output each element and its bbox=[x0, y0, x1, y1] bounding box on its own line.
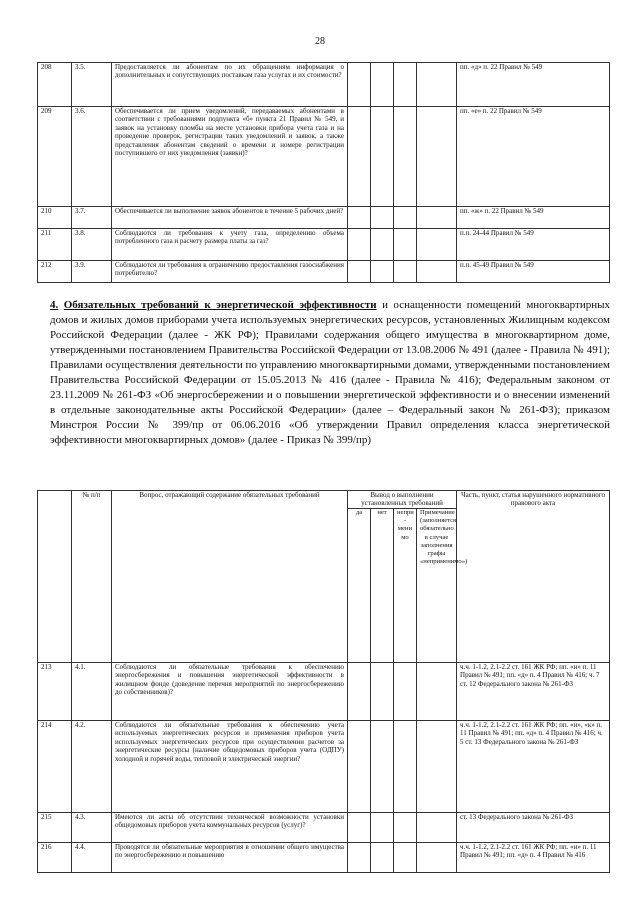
answer-na-cell bbox=[394, 813, 417, 843]
note-cell bbox=[417, 843, 457, 873]
answer-na-cell bbox=[394, 229, 417, 261]
row-question: Предоставляется ли абонентам по их обращениям информация о дополнительных и сопутствующих поставкам газа услугах и их стоимости? bbox=[112, 63, 348, 107]
note-cell bbox=[417, 63, 457, 107]
row-reference: пп. «е» п. 22 Правил № 549 bbox=[457, 107, 610, 207]
row-number: 208 bbox=[38, 63, 72, 107]
answer-yes-cell bbox=[348, 843, 371, 873]
answer-no-cell bbox=[371, 207, 394, 229]
answer-yes-cell bbox=[348, 721, 371, 813]
row-subnumber: 4.3. bbox=[72, 813, 112, 843]
table-row bbox=[38, 63, 610, 107]
row-number: 213 bbox=[38, 663, 72, 721]
table-row bbox=[38, 663, 610, 721]
answer-yes-cell bbox=[348, 813, 371, 843]
header-yes: да bbox=[348, 509, 371, 663]
row-subnumber: 4.1. bbox=[72, 663, 112, 721]
header-question: Вопрос, отражающий содержание обязательных требований bbox=[112, 491, 348, 663]
answer-no-cell bbox=[371, 229, 394, 261]
note-cell bbox=[417, 663, 457, 721]
table-row bbox=[38, 261, 610, 283]
section-number: 4. bbox=[50, 299, 59, 311]
header-note: Примечание (заполняется обязательно в случае заполнения графы «неприменимо») bbox=[417, 509, 457, 663]
gas-supply-checklist-table bbox=[37, 62, 610, 283]
note-cell bbox=[417, 813, 457, 843]
header-empty bbox=[38, 491, 72, 663]
row-question: Соблюдаются ли обязательные требования к обеспечению учета используемых энергетических ресурсов и применения приборов учета используемых энергетических ресурсов при осуществлении расчетов за энергетические ресурсы (наличие общедомовых приборов учета (ОДПУ) холодной и горячей воды, тепловой и электрической энергии? bbox=[112, 721, 348, 813]
answer-no-cell bbox=[371, 813, 394, 843]
answer-no-cell bbox=[371, 63, 394, 107]
note-cell bbox=[417, 107, 457, 207]
header-no: нет bbox=[371, 509, 394, 663]
answer-na-cell bbox=[394, 63, 417, 107]
page-number: 28 bbox=[315, 36, 325, 47]
note-cell bbox=[417, 229, 457, 261]
answer-no-cell bbox=[371, 663, 394, 721]
answer-na-cell bbox=[394, 107, 417, 207]
row-subnumber: 3.8. bbox=[72, 229, 112, 261]
table-row bbox=[38, 107, 610, 207]
row-reference: п.п. 24-44 Правил № 549 bbox=[457, 229, 610, 261]
table-row bbox=[38, 207, 610, 229]
answer-no-cell bbox=[371, 261, 394, 283]
answer-yes-cell bbox=[348, 663, 371, 721]
answer-yes-cell bbox=[348, 207, 371, 229]
answer-na-cell bbox=[394, 843, 417, 873]
row-reference: ст. 13 Федерального закона № 261-ФЗ bbox=[457, 813, 610, 843]
answer-yes-cell bbox=[348, 229, 371, 261]
row-question: Соблюдаются ли требования к учету газа, определению объема потребленного газа и расчету размера платы за газ? bbox=[112, 229, 348, 261]
header-not-applicable: непри - мени мо bbox=[394, 509, 417, 663]
row-question: Соблюдаются ли обязательные требования к обеспечению энергосбережения и повышения энергетической эффективности в жилищном фонде (доведение перечня мероприятий по энергосбережению до собственников)? bbox=[112, 663, 348, 721]
section-title: Обязательных требований к энергетической эффективности bbox=[63, 299, 377, 311]
row-subnumber: 4.2. bbox=[72, 721, 112, 813]
answer-yes-cell bbox=[348, 261, 371, 283]
header-conclusion: Вывод о выполнении установленных требований bbox=[348, 491, 457, 509]
row-number: 210 bbox=[38, 207, 72, 229]
note-cell bbox=[417, 261, 457, 283]
section-4-heading bbox=[50, 298, 610, 448]
row-subnumber: 4.4. bbox=[72, 843, 112, 873]
note-cell bbox=[417, 721, 457, 813]
row-question: Имеются ли акты об отсутствии технической возможности установки общедомовых приборов учета коммунальных ресурсов (услуг)? bbox=[112, 813, 348, 843]
answer-na-cell bbox=[394, 663, 417, 721]
row-reference: ч.ч. 1-1.2, 2.1-2.2 ст. 161 ЖК РФ; пп. «и», «к» п. 11 Правил № 491; пп. «д» п. 4 Правил № 416; ч. 5 ст. 13 Федерального закона № 261-ФЗ bbox=[457, 721, 610, 813]
row-number: 212 bbox=[38, 261, 72, 283]
row-number: 215 bbox=[38, 813, 72, 843]
row-subnumber: 3.9. bbox=[72, 261, 112, 283]
row-reference: ч.ч. 1-1.2, 2.1-2.2 ст. 161 ЖК РФ; пп. «и» п. 11 Правил № 491; пп. «д» п. 4 Правил № 416 bbox=[457, 843, 610, 873]
row-number: 209 bbox=[38, 107, 72, 207]
row-question: Обеспечивается ли прием уведомлений, передаваемых абонентами в соответствии с требованиями подпункта «б» пункта 21 Правил № 549, и заявок на установку пломбы на месте установки прибора учета газа и на проведение проверок, регистрации таких уведомлений и заявок, а также представления абонентам сведений о времени и номере регистрации поступившего от них уведомления (заявки)? bbox=[112, 107, 348, 207]
table-row bbox=[38, 813, 610, 843]
row-subnumber: 3.6. bbox=[72, 107, 112, 207]
note-cell bbox=[417, 207, 457, 229]
row-reference: пп. «д» п. 22 Правил № 549 bbox=[457, 63, 610, 107]
table-header-row bbox=[38, 491, 610, 509]
header-reference: Часть, пункт, статья нарушенного нормативного правового акта bbox=[457, 491, 610, 663]
answer-yes-cell bbox=[348, 107, 371, 207]
table-row bbox=[38, 229, 610, 261]
row-number: 214 bbox=[38, 721, 72, 813]
section-text: и оснащенности помещений многоквартирных домов и жилых домов приборами учета используемых энергетических ресурсов, установленных Жилищным кодексом Российской Федерации (далее - ЖК РФ); Правилами содержания общего имущества в многоквартирном доме, утвержденными постановлением Правительства Российской Федерации от 13.08.2006 № 491 (далее - Правила № 491); Правилами осуществления деятельности по управлению многоквартирными домами, утвержденными постановлением Правительства Российской Федерации от 15.05.2013 № 416 (далее - Правила № 416); Федеральным законом от 23.11.2009 № 261-ФЗ «Об энергосбережении и о повышении энергетической эффективности и о внесении изменений в отдельные законодательные акты Российской Федерации» (далее – Федеральный закон № 261-ФЗ); приказом Минстроя России № 399/пр от 06.06.2016 «Об утверждении Правил определения класса энергетической эффективности многоквартирных домов» (далее - Приказ № 399/пр) bbox=[50, 299, 611, 446]
row-number: 216 bbox=[38, 843, 72, 873]
table-row bbox=[38, 843, 610, 873]
row-reference: ч.ч. 1-1.2, 2.1-2.2 ст. 161 ЖК РФ; пп. «и» п. 11 Правил № 491; пп. «д» п. 4 Правил № 416; ч. 7 ст. 12 Федерального закона № 261-ФЗ bbox=[457, 663, 610, 721]
answer-yes-cell bbox=[348, 63, 371, 107]
row-subnumber: 3.7. bbox=[72, 207, 112, 229]
answer-na-cell bbox=[394, 721, 417, 813]
row-reference: п.п. 45-49 Правил № 549 bbox=[457, 261, 610, 283]
answer-na-cell bbox=[394, 261, 417, 283]
answer-no-cell bbox=[371, 107, 394, 207]
row-number: 211 bbox=[38, 229, 72, 261]
answer-no-cell bbox=[371, 843, 394, 873]
row-question: Обеспечивается ли выполнение заявок абонентов в течение 5 рабочих дней? bbox=[112, 207, 348, 229]
header-number: № п/п bbox=[72, 491, 112, 663]
table-row bbox=[38, 721, 610, 813]
row-question: Проводятся ли обязательные мероприятия в отношении общего имущества по энергосбережению и повышению bbox=[112, 843, 348, 873]
answer-no-cell bbox=[371, 721, 394, 813]
energy-efficiency-checklist-table bbox=[37, 490, 610, 873]
row-question: Соблюдаются ли требования к ограничению предоставления газоснабжения потребителю? bbox=[112, 261, 348, 283]
row-subnumber: 3.5. bbox=[72, 63, 112, 107]
row-reference: пп. «ж» п. 22 Правил № 549 bbox=[457, 207, 610, 229]
answer-na-cell bbox=[394, 207, 417, 229]
